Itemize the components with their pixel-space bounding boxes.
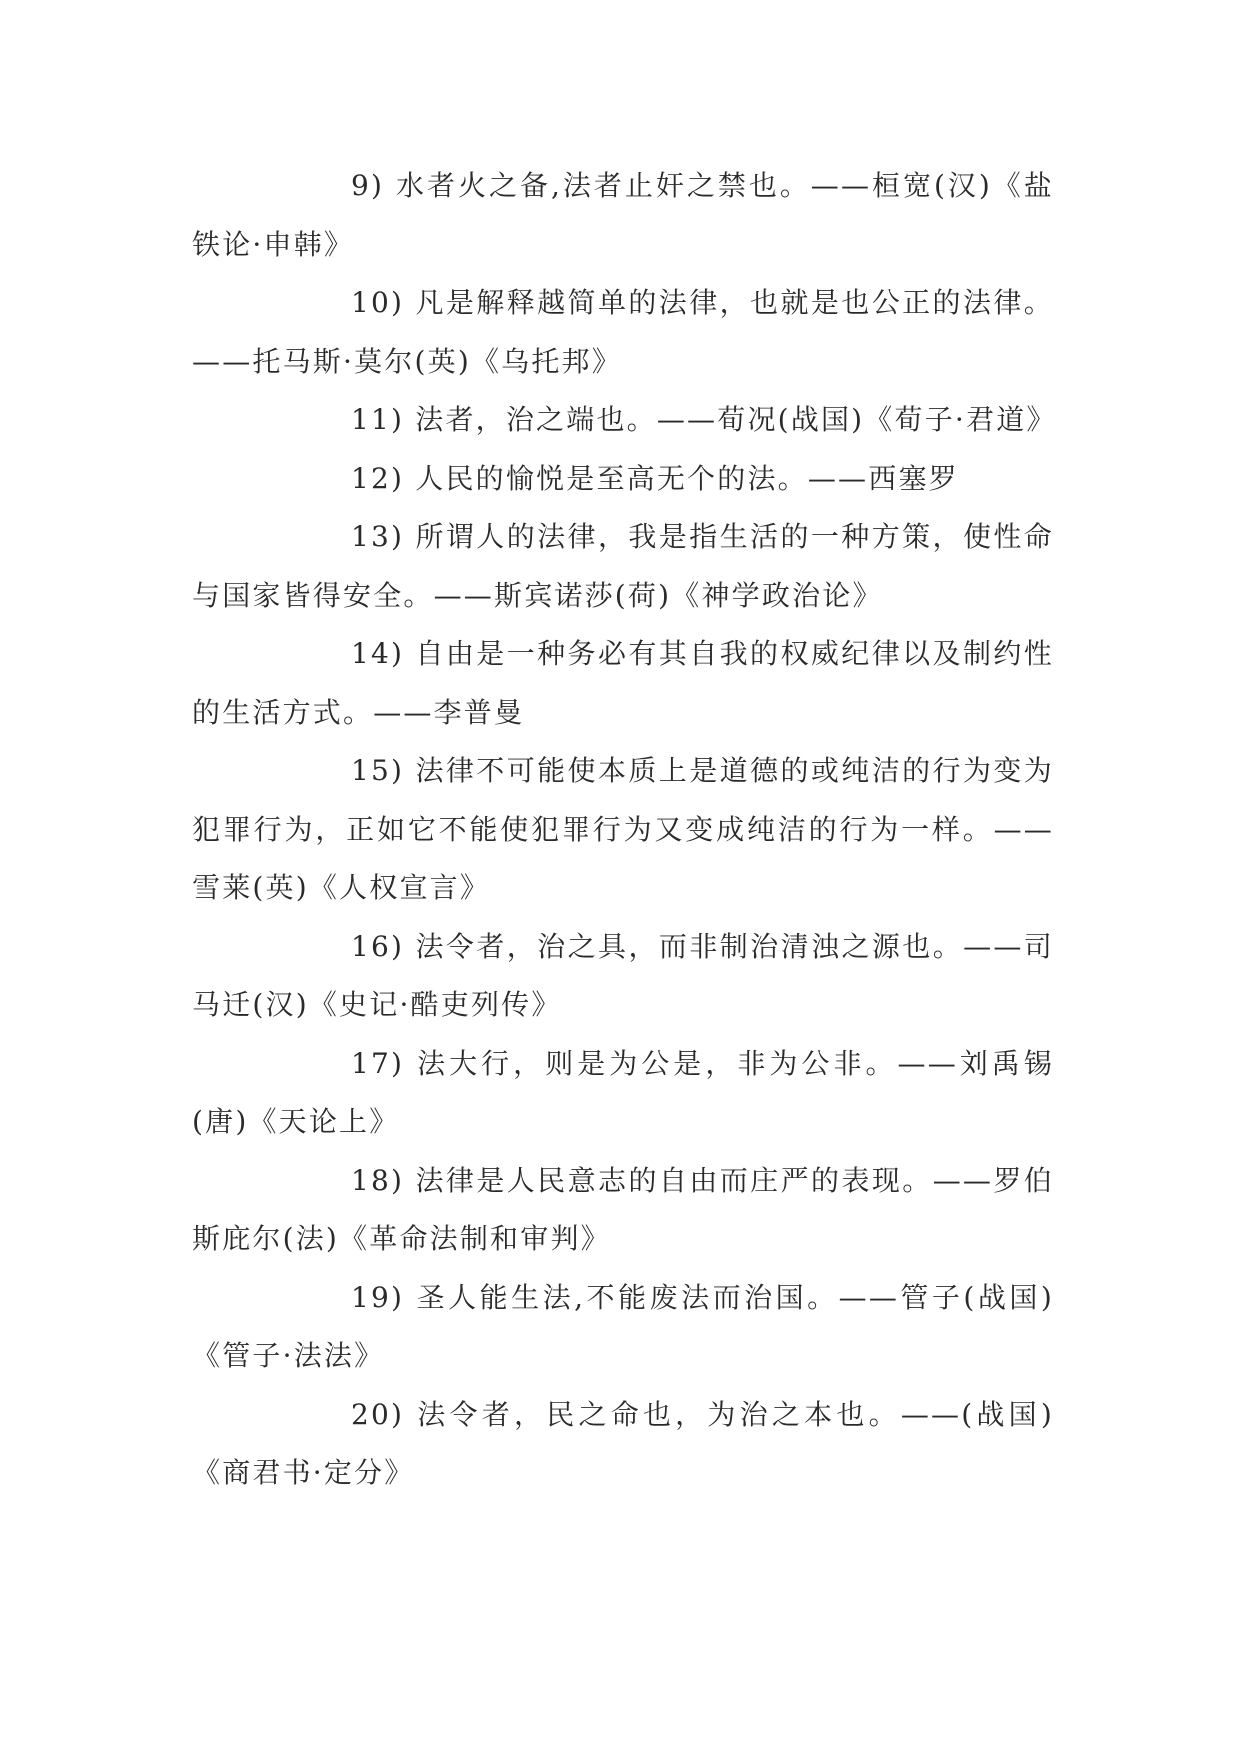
quote-14: 14) 自由是一种务必有其自我的权威纪律以及制约性的生活方式。——李普曼: [192, 637, 1054, 729]
quote-list: [192, 157, 1057, 1503]
quote-9: 9) 水者火之备,法者止奸之禁也。——桓宽(汉)《盐铁论·申韩》: [192, 169, 1054, 261]
quote-18: 18) 法律是人民意志的自由而庄严的表现。——罗伯斯庇尔(法)《革命法制和审判》: [192, 1163, 1054, 1255]
quote-10: 10) 凡是解释越简单的法律，也就是也公正的法律。——托马斯·莫尔(英)《乌托邦》: [192, 286, 1054, 378]
quote-17: 17) 法大行，则是为公是，非为公非。——刘禹锡(唐)《天论上》: [192, 1046, 1054, 1138]
quote-19: 19) 圣人能生法,不能废法而治国。——管子(战国)《管子·法法》: [192, 1280, 1054, 1372]
quote-13: 13) 所谓人的法律，我是指生活的一种方策，使性命与国家皆得安全。——斯宾诺莎(荷)《神学政治论》: [192, 520, 1054, 612]
quote-11: 11) 法者，治之端也。——荀况(战国)《荀子·君道》: [351, 403, 1057, 436]
quote-15: 15) 法律不可能使本质上是道德的或纯洁的行为变为犯罪行为，正如它不能使犯罪行为又变成纯洁的行为一样。——雪莱(英)《人权宣言》: [192, 754, 1054, 904]
quote-20: 20) 法令者，民之命也，为治之本也。——(战国)《商君书·定分》: [192, 1397, 1054, 1489]
quote-16: 16) 法令者，治之具，而非制治清浊之源也。——司马迁(汉)《史记·酷吏列传》: [192, 929, 1054, 1021]
quote-12: 12) 人民的愉悦是至高无个的法。——西塞罗: [351, 461, 959, 495]
